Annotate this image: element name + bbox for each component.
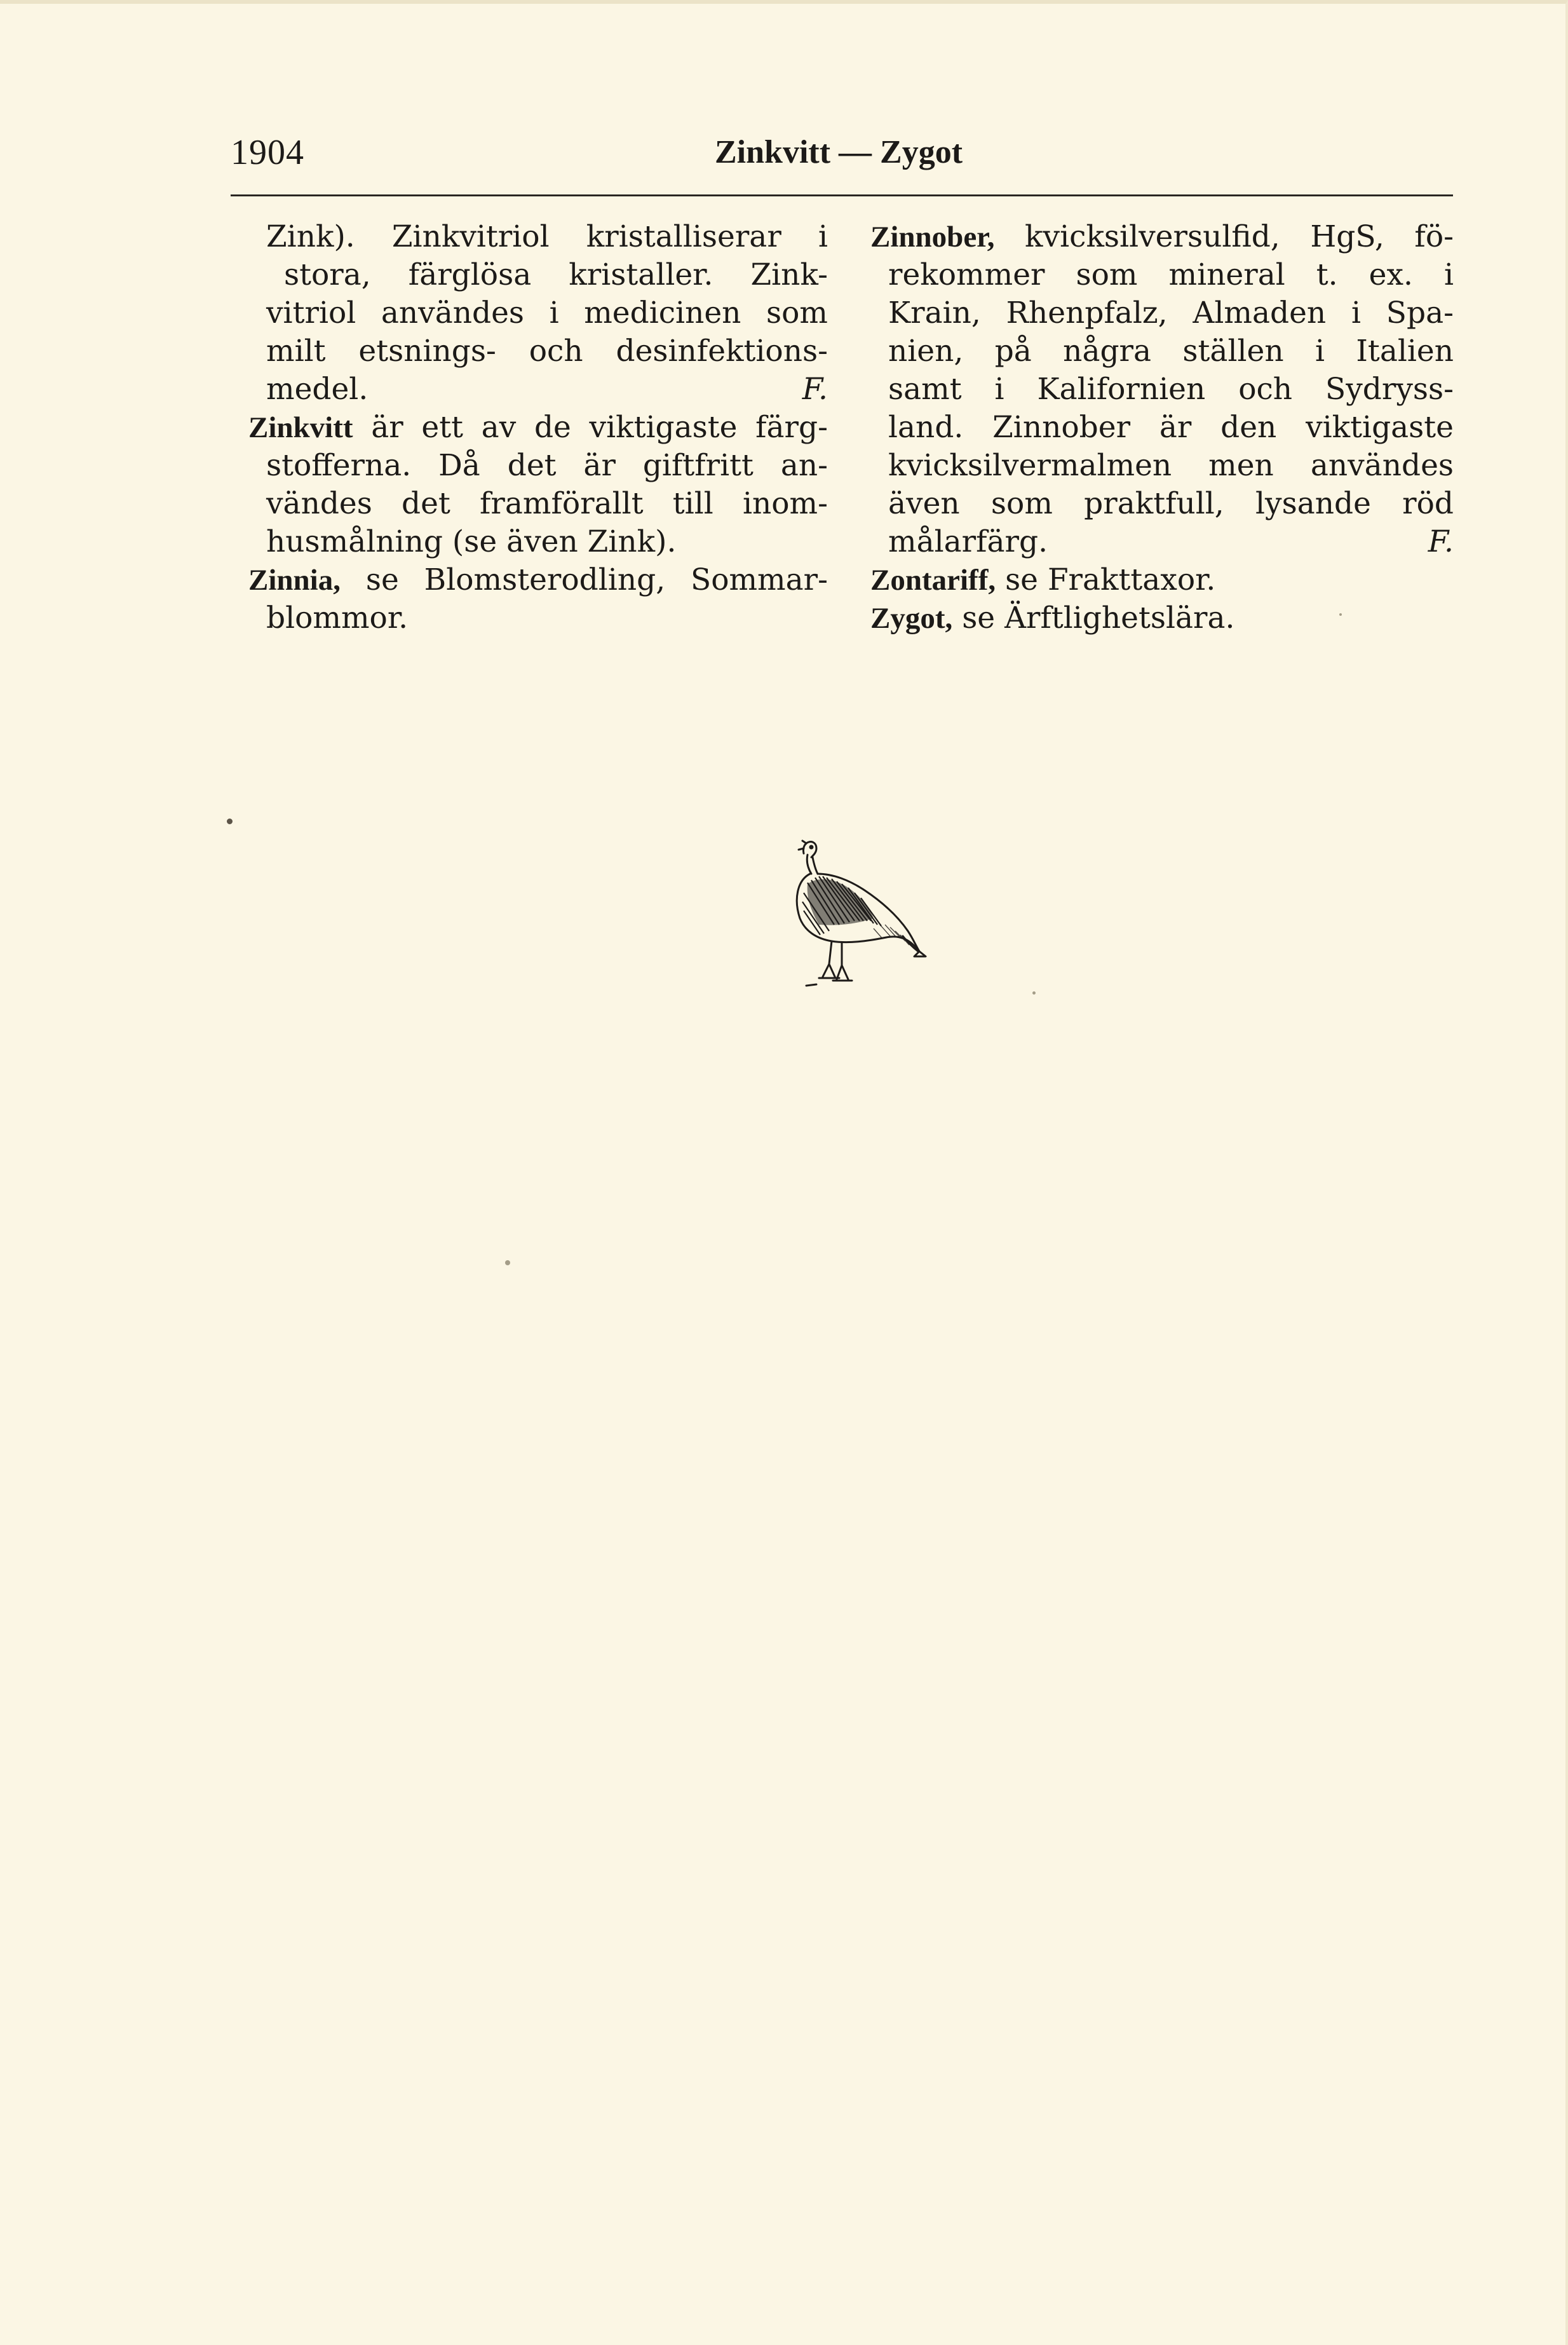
entry-zinnia <box>248 561 828 599</box>
text-line: milt etsnings- och desinfektions- <box>266 334 828 369</box>
right-column <box>870 218 1454 637</box>
text-line <box>266 370 828 409</box>
text-line: Zink). Zinkvitriol kristalliserar i <box>266 219 828 254</box>
text-line: nien, på några ställen i Italien <box>888 334 1454 369</box>
entry-text: är ett av de viktigaste färg- <box>353 410 828 445</box>
entry-zygot <box>870 599 1454 637</box>
running-head <box>231 130 1453 175</box>
page-number: 1904 <box>231 133 304 172</box>
page-title: Zinkvitt — Zygot <box>715 134 963 170</box>
author-signature: F. <box>1428 524 1454 559</box>
text-line: rekommer som mineral t. ex. i <box>888 257 1454 292</box>
text-line <box>870 523 1454 561</box>
text-line: Krain, Rhenpfalz, Almaden i Spa- <box>888 296 1454 330</box>
text-line: stora, färglösa kristaller. Zink- <box>284 257 828 292</box>
text-line: även som praktfull, lysande röd <box>888 486 1454 521</box>
entry-headword: Zontariff, <box>870 564 996 597</box>
print-speck <box>227 819 233 824</box>
entry-zontariff <box>870 561 1454 599</box>
print-speck <box>505 1260 510 1265</box>
text-line: stofferna. Då det är giftfritt an- <box>266 448 828 483</box>
turkey-icon <box>778 829 931 1001</box>
text-line: vändes det framförallt till inom- <box>266 486 828 521</box>
entry-headword: Zinnia, <box>248 564 341 597</box>
print-speck <box>1339 613 1342 616</box>
text-fragment: målarfärg. <box>888 524 1048 559</box>
text-line: husmålning (se även Zink). <box>266 524 677 559</box>
entry-headword: Zinnober, <box>870 221 995 254</box>
entry-text: se Blomsterodling, Sommar- <box>341 562 828 597</box>
entry-text: kvicksilversulfid, HgS, fö- <box>994 219 1454 254</box>
text-line: vitriol användes i medicinen som <box>266 296 828 330</box>
header-rule <box>231 194 1453 196</box>
author-signature: F. <box>802 372 828 407</box>
print-speck <box>1032 991 1036 995</box>
text-fragment: medel. <box>266 372 368 407</box>
entry-text: se Ärftlighetslära. <box>952 601 1235 636</box>
entry-headword: Zygot, <box>870 602 953 635</box>
entry-headword: Zinkvitt <box>248 411 353 444</box>
text-line: blommor. <box>266 601 409 636</box>
entry-zinnober <box>870 218 1454 256</box>
entry-zinkvitt <box>248 409 828 447</box>
text-line: kvicksilvermalmen men användes <box>888 448 1454 483</box>
entry-text: se Frakttaxor. <box>996 562 1216 597</box>
text-line: samt i Kalifornien och Sydryss- <box>888 372 1454 407</box>
left-column <box>248 218 828 637</box>
text-line: land. Zinnober är den viktigaste <box>888 410 1454 445</box>
